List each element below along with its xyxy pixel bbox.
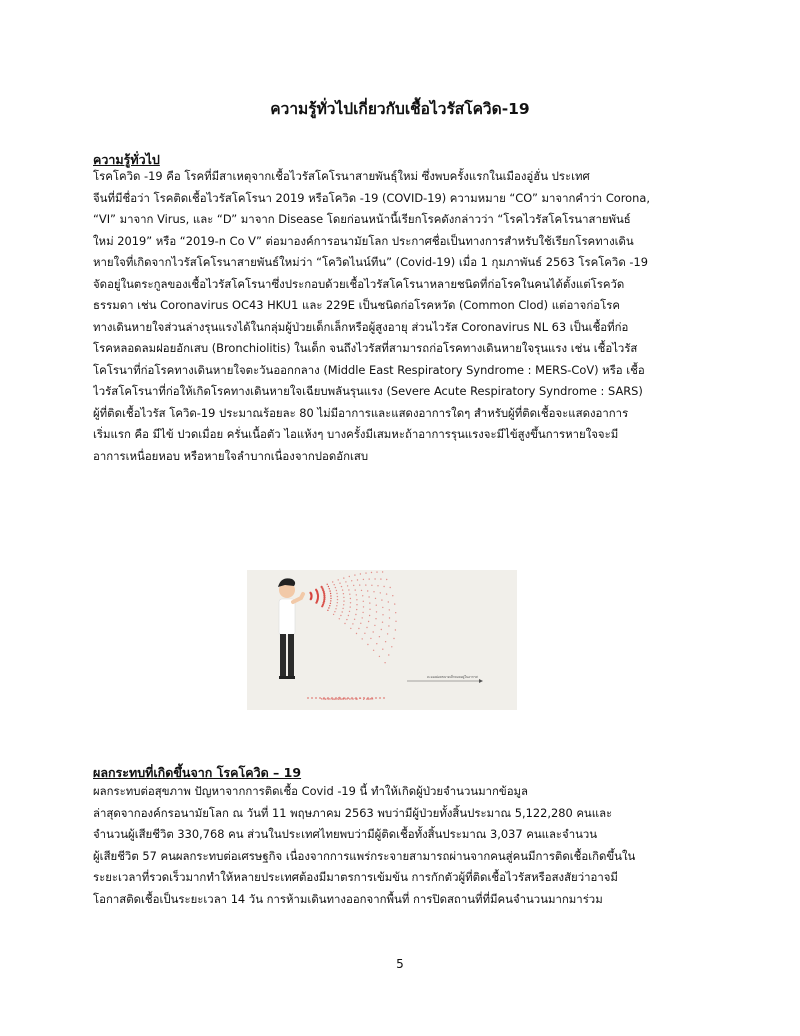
droplet bbox=[356, 594, 357, 595]
droplet bbox=[337, 602, 338, 603]
droplet bbox=[356, 633, 357, 634]
droplet bbox=[373, 650, 374, 651]
droplet bbox=[375, 618, 376, 619]
droplet bbox=[347, 585, 348, 586]
droplet bbox=[357, 579, 358, 580]
text-line: โอกาสติดเชื้อเป็นระยะเวลา 14 วัน การห้ามเดินทางออกจากพื้นที่ การปิดสถานที่ที่มีคนจำนวนมากมาร่วม bbox=[93, 891, 603, 906]
droplet bbox=[386, 593, 387, 594]
droplet bbox=[363, 579, 364, 580]
text-line: ใหม่ 2019” หรือ “2019-n Co V” ต่อมาองค์การอนามัยโลก ประกาศชื่อเป็นทางการสำหรับใช้เรียกโรคทางเดิน bbox=[93, 233, 634, 248]
droplet bbox=[360, 623, 361, 624]
droplet bbox=[343, 593, 344, 594]
droplet bbox=[350, 628, 351, 629]
droplet bbox=[356, 604, 357, 605]
droplet bbox=[342, 589, 343, 590]
droplet bbox=[338, 579, 339, 580]
droplet bbox=[395, 621, 396, 622]
droplet bbox=[384, 662, 385, 663]
droplet bbox=[350, 602, 351, 603]
droplet bbox=[336, 605, 337, 606]
droplet bbox=[392, 595, 393, 596]
text-line: ระยะเวลาที่รวดเร็วมากทำให้หลายประเทศต้องมีมาตรการเข้มข้น การกักตัวผู้ที่ติดเชื้อไวรัสหรือสงสัยว่าอาจมี bbox=[93, 870, 618, 884]
droplet bbox=[351, 580, 352, 581]
droplet bbox=[394, 603, 395, 604]
droplet bbox=[362, 612, 363, 613]
droplet bbox=[310, 598, 312, 600]
droplet bbox=[382, 607, 383, 608]
droplet bbox=[332, 581, 333, 582]
distance-label: ระยะละอองที่แพร่กระจาย ~ 2 เมตร bbox=[320, 697, 374, 701]
droplet bbox=[345, 581, 346, 582]
droplet bbox=[329, 588, 330, 589]
droplet bbox=[337, 596, 338, 597]
text-line: ธรรมดา เช่น Coronavirus OC43 HKU1 และ 229E เป็นชนิดก่อโรคหวัด (Common Clod) แต่อาจก่อโรค bbox=[93, 298, 620, 312]
droplet bbox=[337, 599, 338, 600]
droplet bbox=[395, 612, 396, 613]
droplet bbox=[333, 614, 334, 615]
text-line: จัดอยู่ในตระกูลของเชื้อไวรัสโคโรนาซึ่งประกอบด้วยเชื้อไวรัสโคโรนาหลายชนิดที่ก่อโรคในคนได้ตั้งแต่โรควัด bbox=[93, 276, 625, 291]
droplet bbox=[329, 590, 330, 591]
document-title: ความรู้ทั่วไปเกี่ยวกับเชื้อไวรัสโควิด-19 bbox=[270, 100, 530, 118]
droplet bbox=[365, 572, 366, 573]
droplet bbox=[360, 573, 361, 574]
droplet bbox=[339, 618, 340, 619]
text-line: “VI” มาจาก Virus, และ “D” มาจาก Disease โดยก่อนหน้านี้เรียกโรคดังกล่าวว่า “โรคไวรัสโคโรนาสายพันธ์ bbox=[93, 212, 631, 226]
text-line: จำนวนผู้เสียชีวิต 330,768 คน ส่วนในประเทศไทยพบว่ามีผู้ติดเชื้อทั้งสิ้นประมาณ 3,037 คนและจำนวน bbox=[93, 827, 598, 841]
text-line: ทางเดินหายใจส่วนล่างรุนแรงได้ในกลุ่มผู้ป่วยเด็กเล็กหรือผู้สูงอายุ ส่วนไวรัส Coronavirus NL 63 เป็นเชื้อที่ก่อ bbox=[93, 319, 629, 334]
droplet bbox=[376, 611, 377, 612]
droplet bbox=[334, 611, 335, 612]
droplet bbox=[340, 615, 341, 616]
droplet bbox=[365, 584, 366, 585]
droplet bbox=[380, 592, 381, 593]
text-line: ผู้ที่ติดเชื้อไวรัส โควิด-19 ประมาณร้อยละ 80 ไม่มีอาการและแสดงอาการใดๆ สำหรับผู้ที่ติดเชื้อจะแสดงอาการ bbox=[93, 405, 629, 420]
text-line: โรคหลอดลมฝอยอักเสบ (Bronchiolitis) ในเด็ก จนถึงไวรัสที่สามารถก่อโรคทางเดินหายใจรุนแรง เช่น เชื้อไวรัส bbox=[93, 341, 638, 355]
droplet bbox=[368, 621, 369, 622]
text-line: หายใจที่เกิดจากไวรัสโคโรนาสายพันธ์ใหม่ว่า “โควิดไนน์ทีน” (Covid-19) เมื่อ 1 กุมภาพันธ์ 2563 โรคโควิด -19 bbox=[93, 255, 648, 269]
text-line: ผู้เสียชีวิต 57 คนผลกระทบต่อเศรษฐกิจ เนื่องจากการแพร่กระจายสามารถผ่านจากคนสู่คนมีการติดเชื้อเกิดขึ้นใน bbox=[93, 848, 636, 863]
droplet bbox=[349, 594, 350, 595]
droplet bbox=[356, 599, 357, 600]
droplet bbox=[373, 631, 374, 632]
droplet bbox=[341, 586, 342, 587]
droplet bbox=[334, 584, 335, 585]
droplet bbox=[346, 619, 347, 620]
sneeze-illustration bbox=[247, 570, 517, 710]
droplet bbox=[369, 615, 370, 616]
droplet bbox=[381, 599, 382, 600]
droplet bbox=[352, 623, 353, 624]
droplet bbox=[376, 643, 377, 644]
droplet bbox=[383, 586, 384, 587]
droplet bbox=[387, 633, 388, 634]
droplet bbox=[368, 596, 369, 597]
droplet bbox=[389, 617, 390, 618]
droplet bbox=[374, 625, 375, 626]
droplet bbox=[390, 587, 391, 588]
droplet bbox=[328, 607, 329, 608]
droplet bbox=[379, 656, 380, 657]
droplet bbox=[339, 583, 340, 584]
droplet bbox=[321, 605, 323, 607]
droplet bbox=[367, 644, 368, 645]
droplet bbox=[323, 595, 325, 597]
droplet bbox=[382, 649, 383, 650]
airborne-label: ละอองฝอยขนาดเล็กลอยอยู่ในอากาศ bbox=[427, 675, 478, 679]
droplet bbox=[343, 600, 344, 601]
droplet bbox=[329, 605, 330, 606]
droplet bbox=[388, 625, 389, 626]
droplet bbox=[374, 578, 375, 579]
page-number: 5 bbox=[396, 957, 404, 971]
section-heading-general-knowledge: ความรู้ทั่วไป bbox=[93, 152, 160, 167]
droplet bbox=[362, 617, 363, 618]
droplet bbox=[381, 629, 382, 630]
droplet bbox=[393, 638, 394, 639]
droplet bbox=[343, 604, 344, 605]
droplet bbox=[356, 609, 357, 610]
droplet bbox=[376, 571, 377, 572]
droplet bbox=[315, 602, 317, 604]
droplet bbox=[330, 603, 331, 604]
droplet bbox=[373, 591, 374, 592]
droplet bbox=[328, 586, 329, 587]
droplet bbox=[336, 590, 337, 591]
droplet bbox=[364, 633, 365, 634]
droplet bbox=[362, 638, 363, 639]
droplet bbox=[330, 600, 331, 601]
droplet bbox=[363, 601, 364, 602]
droplet bbox=[344, 623, 345, 624]
droplet bbox=[388, 654, 389, 655]
droplet bbox=[330, 593, 331, 594]
droplet bbox=[391, 646, 392, 647]
droplet bbox=[382, 571, 383, 572]
droplet bbox=[348, 589, 349, 590]
droplet bbox=[330, 598, 331, 599]
droplet bbox=[353, 585, 354, 586]
droplet bbox=[389, 609, 390, 610]
droplet bbox=[382, 622, 383, 623]
text-line: อาการเหนื่อยหอบ หรือหายใจลำบากเนื่องจากปอดอักเสบ bbox=[93, 448, 369, 463]
droplet bbox=[376, 605, 377, 606]
text-line: เริ่มแรก คือ มีไข้ ปวดเมื่อย ครั่นเนื้อตัว ไอแห้งๆ บางครั้งมีเสมหะถ้าอาการรุนแรงจะมีไข้สูงขึ้นการหายใจจะมี bbox=[93, 427, 619, 441]
droplet bbox=[369, 602, 370, 603]
text-line: จีนที่มีชื่อว่า โรคติดเชื้อไวรัสโคโรนา 2019 หรือโควิด -19 (COVID-19) ความหมาย “CO” มาจากคำว่า Corona, bbox=[93, 190, 650, 205]
droplet bbox=[382, 614, 383, 615]
droplet bbox=[355, 614, 356, 615]
droplet bbox=[355, 589, 356, 590]
droplet bbox=[343, 597, 344, 598]
droplet bbox=[343, 577, 344, 578]
droplet bbox=[363, 606, 364, 607]
droplet bbox=[348, 615, 349, 616]
droplet bbox=[380, 578, 381, 579]
droplet bbox=[377, 585, 378, 586]
droplet bbox=[371, 585, 372, 586]
text-line: โรคโควิด -19 คือ โรคที่มีสาเหตุจากเชื้อไวรัสโคโรนาสายพันธุ์ใหม่ ซึ่งพบครั้งแรกในเมืองอู่ฮั่น ประเทศ bbox=[93, 169, 590, 183]
droplet bbox=[359, 584, 360, 585]
section-heading-impacts: ผลกระทบที่เกิดขึ้นจาก โรคโควิด – 19 bbox=[93, 765, 302, 780]
droplet bbox=[342, 608, 343, 609]
droplet bbox=[342, 611, 343, 612]
text-line: ผลกระทบต่อสุขภาพ ปัญหาจากการติดเชื้อ Covid -19 นี้ ทำให้เกิดผู้ป่วยจำนวนมากข้อมูล bbox=[93, 784, 529, 798]
paragraph-general-knowledge bbox=[93, 166, 723, 467]
droplet bbox=[366, 627, 367, 628]
droplet bbox=[349, 576, 350, 577]
droplet bbox=[327, 584, 328, 585]
droplet bbox=[375, 598, 376, 599]
text-line: ล่าสุดจากองค์กรอนามัยโลก ณ วันที่ 11 พฤษภาคม 2563 พบว่ามีผู้ป่วยทั้งสิ้นประมาณ 5,122,280 คนและ bbox=[93, 805, 613, 820]
droplet bbox=[371, 572, 372, 573]
droplet bbox=[362, 595, 363, 596]
droplet bbox=[349, 611, 350, 612]
droplet bbox=[350, 598, 351, 599]
droplet bbox=[395, 629, 396, 630]
droplet bbox=[370, 638, 371, 639]
droplet bbox=[336, 593, 337, 594]
droplet bbox=[369, 609, 370, 610]
droplet bbox=[335, 587, 336, 588]
droplet bbox=[379, 636, 380, 637]
droplet bbox=[361, 590, 362, 591]
droplet bbox=[350, 606, 351, 607]
droplet bbox=[385, 641, 386, 642]
text-line: โคโรนาที่ก่อโรคทางเดินหายใจตะวันออกกลาง (Middle East Respiratory Syndrome : MERS-CoV) หรือ เชื้อ bbox=[93, 362, 645, 377]
droplet bbox=[354, 619, 355, 620]
droplet bbox=[354, 574, 355, 575]
droplet bbox=[388, 601, 389, 602]
droplet bbox=[386, 579, 387, 580]
droplet bbox=[335, 608, 336, 609]
text-line: ไวรัสโคโรนาที่ก่อให้เกิดโรคทางเดินหายใจเฉียบพลันรุนแรง (Severe Acute Respiratory Syndrome : SARS) bbox=[93, 384, 643, 398]
droplet bbox=[369, 578, 370, 579]
paragraph-impacts bbox=[93, 781, 723, 910]
droplet bbox=[367, 590, 368, 591]
droplet bbox=[327, 610, 328, 611]
droplet bbox=[330, 595, 331, 596]
droplet bbox=[358, 628, 359, 629]
